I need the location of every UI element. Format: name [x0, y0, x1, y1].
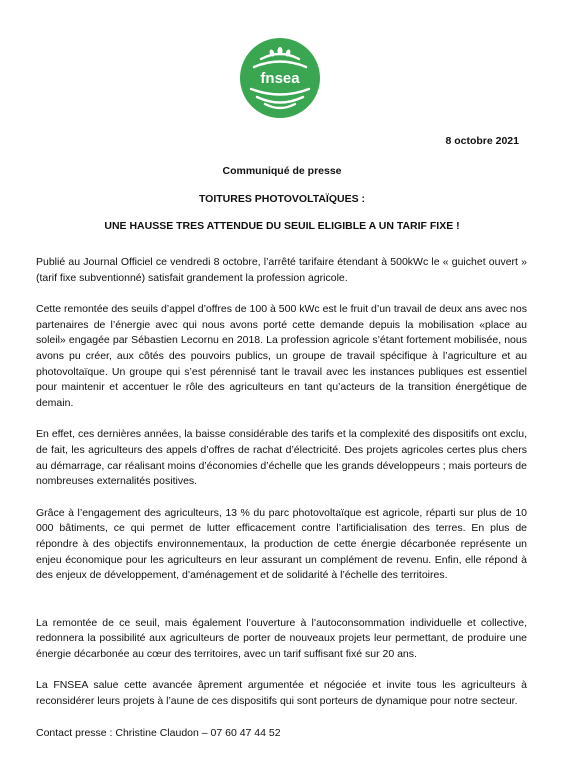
- paragraph-3: En effet, ces dernières années, la baisse considérable des tarifs et la complexité des dispositifs ont exclu, de fait, les agriculteurs des appels d’offres de rachat d’électricité. Des projets agricoles certes plus chers au démarrage, car réalisant moins d’économies d’échelle que les grands développeurs ; mais porteurs de nombreuses externalités positives.: [36, 428, 527, 488]
- document-type: Communiqué de presse: [222, 165, 342, 177]
- release-body: [36, 255, 527, 741]
- paragraph-2: Cette remontée des seuils d’appel d’offres de 100 à 500 kWc est le fruit d’un travail de deux ans avec nos partenaires de l’énergie avec qui nous avons porté cette demande depuis la mobilisation «place au soleil» engagée par Sébastien Lecornu en 2018. La profession agricole s’étant fortement mobilisée, nous avons pu créer, aux côtés des pouvoirs publics, un groupe de travail spécifique à l’agriculture et au photovoltaïque. Un groupe qui s’est pérennisé tant le travail avec les instances publiques est essentiel pour maintenir et accentuer le rôle des agriculteurs en tant qu’acteurs de la transition énergétique de demain.: [36, 303, 527, 409]
- fnsea-logo-graphic: [239, 37, 321, 119]
- paragraph-1: Publié au Journal Officiel ce vendredi 8 octobre, l’arrêté tarifaire étendant à 500kWc le « guichet ouvert » (tarif fixe subventionné) satisfait grandement la profession agricole.: [36, 256, 527, 284]
- paragraph-4: Grâce à l’engagement des agriculteurs, 13 % du parc photovoltaïque est agricole, réparti sur plus de 10 000 bâtiments, ce qui permet de lutter efficacement contre l’artificialisation des terres. En plus de répondre à des objectifs environnementaux, la production de cette énergie décarbonée représente un enjeu économique pour les agriculteurs en leur assurant un complément de revenu. Enfin, elle répond à des enjeux de développement, d’aménagement et de solidarité à l’échelle des territoires.: [36, 506, 527, 582]
- paragraph-5: La remontée de ce seuil, mais également l’ouverture à l’autoconsommation individuelle et collective, redonnera la possibilité aux agriculteurs de porter de nouveaux projets leur permettant, de produire une énergie décarbonée au cœur des territoires, avec un tarif suffisant fixé sur 20 ans.: [36, 616, 527, 660]
- logo-wordmark: fnsea: [260, 70, 300, 87]
- release-date: 8 octobre 2021: [445, 135, 519, 147]
- document-title: TOITURES PHOTOVOLTAÏQUES :: [198, 193, 366, 205]
- paragraph-6: La FNSEA salue cette avancée âprement argumentée et négociée et invite tous les agriculteurs à reconsidérer leurs projets à l’aune de ces dispositifs qui sont porteurs de dynamique pour notre secteur.: [36, 679, 527, 708]
- document-subtitle: UNE HAUSSE TRES ATTENDUE DU SEUIL ELIGIBLE A UN TARIF FIXE !: [104, 220, 460, 232]
- fnsea-logo: [239, 37, 321, 119]
- press-contact: Contact presse : Christine Claudon – 07 60 47 44 52: [36, 726, 281, 739]
